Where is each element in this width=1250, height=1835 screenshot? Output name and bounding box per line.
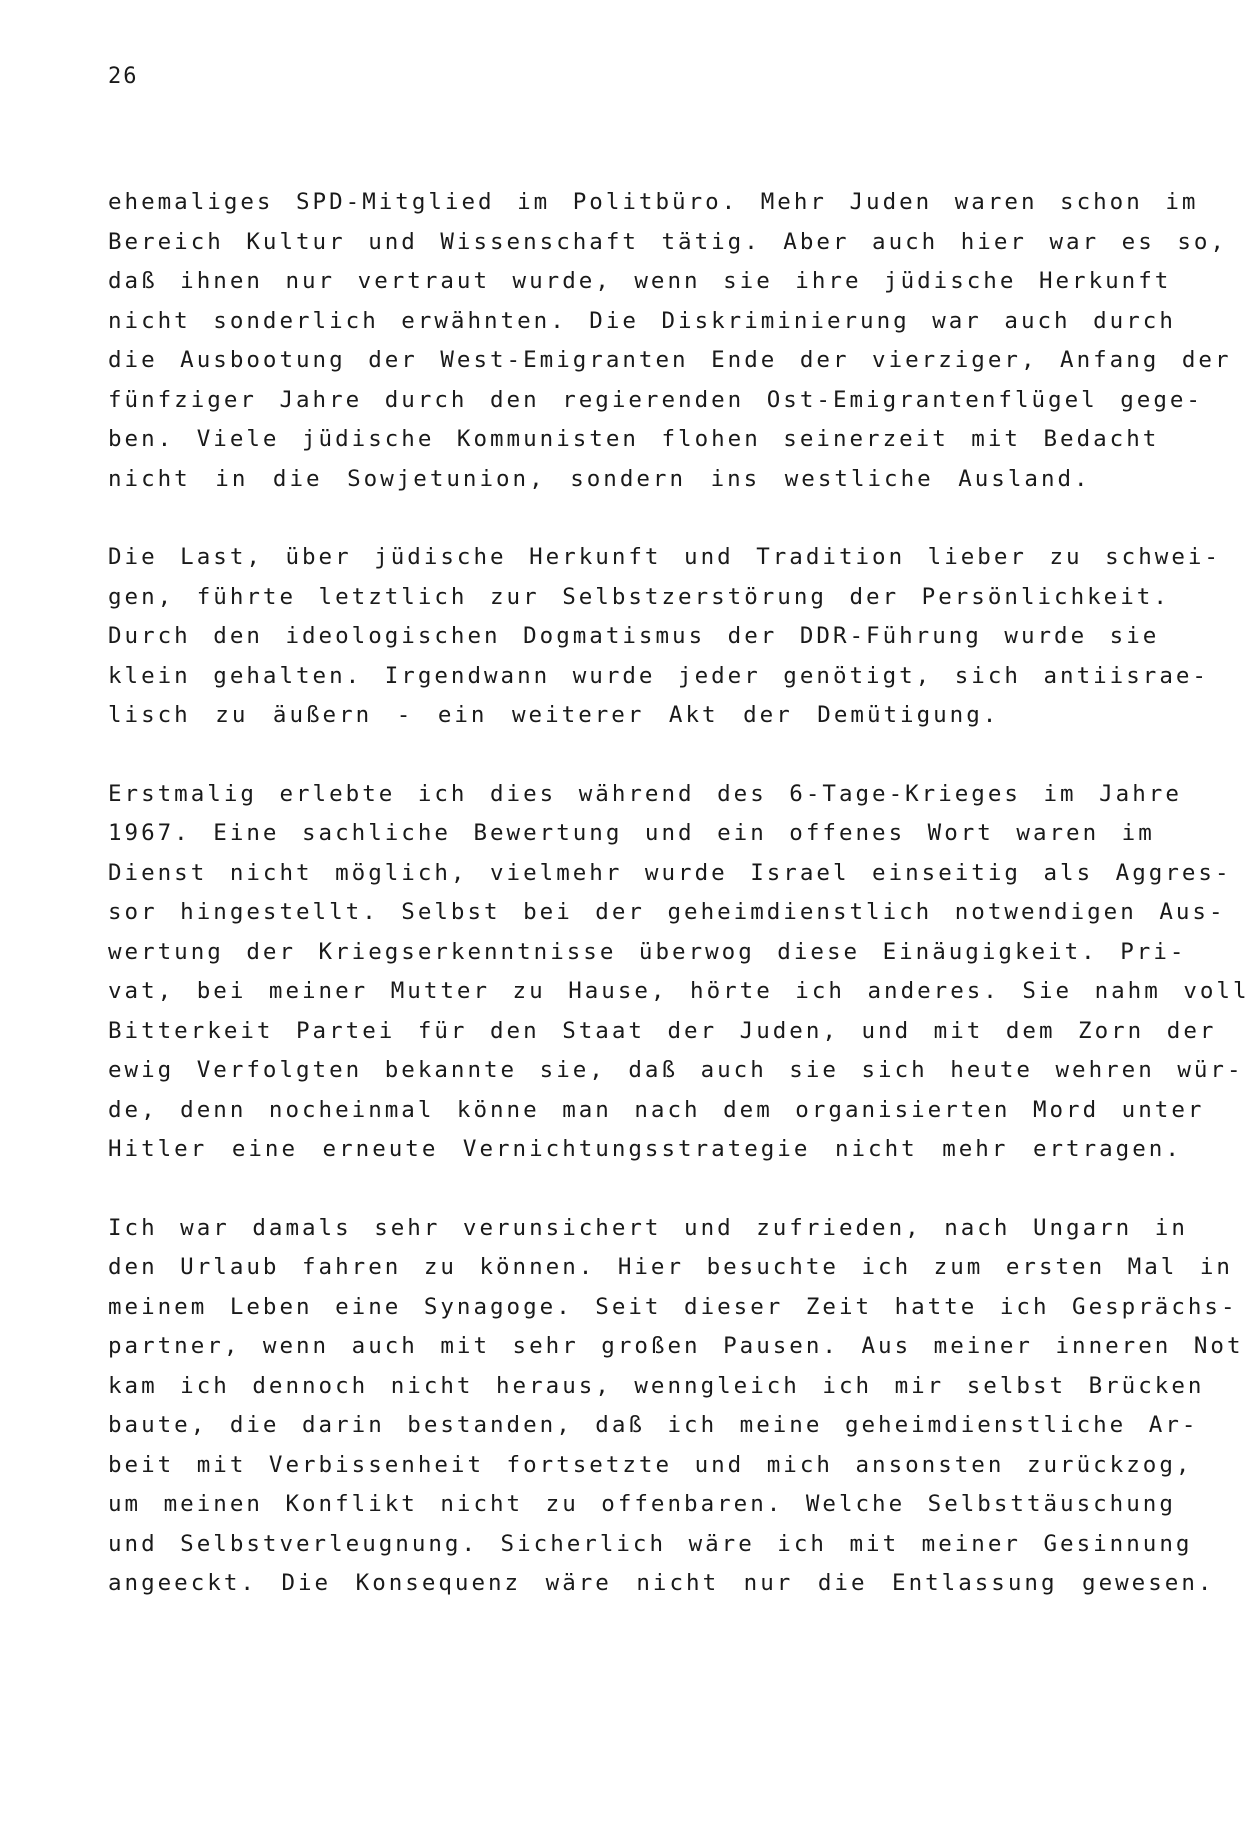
body-text xyxy=(108,183,1250,1643)
text-line: Die Last, über jüdische Herkunft und Tradition lieber zu schwei- xyxy=(108,544,1221,570)
text-line: ehemaliges SPD-Mitglied im Politbüro. Mehr Juden waren schon im xyxy=(108,189,1199,215)
text-line: gen, führte letztlich zur Selbstzerstörung der Persönlichkeit. xyxy=(108,583,1170,610)
text-line: nicht sonderlich erwähnten. Die Diskriminierung war auch durch xyxy=(108,307,1176,334)
text-line: Dienst nicht möglich, vielmehr wurde Israel einseitig als Aggres- xyxy=(108,859,1232,886)
text-line: Durch den ideologischen Dogmatismus der DDR-Führung wurde sie xyxy=(108,623,1160,649)
text-line: Bereich Kultur und Wissenschaft tätig. Aber auch hier war es so, xyxy=(108,228,1227,255)
text-line: nicht in die Sowjetunion, sondern ins westliche Ausland. xyxy=(108,465,1091,492)
page-number: 26 xyxy=(108,64,139,89)
text-line: meinem Leben eine Synagoge. Seit dieser Zeit hatte ich Gesprächs- xyxy=(108,1293,1238,1320)
text-line: lisch zu äußern - ein weiterer Akt der Demütigung. xyxy=(108,702,1000,728)
text-line: sor hingestellt. Selbst bei der geheimdienstlich notwendigen Aus- xyxy=(108,899,1226,925)
text-line: de, denn nocheinmal könne man nach dem organisierten Mord unter xyxy=(108,1096,1205,1123)
paragraph xyxy=(108,1209,1244,1604)
text-line: den Urlaub fahren zu können. Hier besuchte ich zum ersten Mal in xyxy=(108,1254,1233,1280)
text-line: Hitler eine erneute Vernichtungsstrategie nicht mehr ertragen. xyxy=(108,1136,1182,1162)
text-line: partner, wenn auch mit sehr großen Pausen. Aus meiner inneren Not xyxy=(108,1333,1244,1359)
text-line: kam ich dennoch nicht heraus, wenngleich ich mir selbst Brücken xyxy=(108,1372,1205,1399)
text-line: fünfziger Jahre durch den regierenden Ost-Emigrantenflügel gege- xyxy=(108,386,1203,413)
text-line: die Ausbootung der West-Emigranten Ende der vierziger, Anfang der xyxy=(108,347,1232,373)
text-line: Ich war damals sehr verunsichert und zufrieden, nach Ungarn in xyxy=(108,1214,1188,1241)
text-line: um meinen Konflikt nicht zu offenbaren. Welche Selbsttäuschung xyxy=(108,1491,1176,1517)
text-line: 1967. Eine sachliche Bewertung und ein offenes Wort waren im xyxy=(108,820,1155,846)
text-line: wertung der Kriegserkenntnisse überwog diese Einäugigkeit. Pri- xyxy=(108,938,1187,965)
text-line: ewig Verfolgten bekannte sie, daß auch sie sich heute wehren wür- xyxy=(108,1057,1244,1083)
text-line: angeeckt. Die Konsequenz wäre nicht nur die Entlassung gewesen. xyxy=(108,1570,1215,1596)
text-line: vat, bei meiner Mutter zu Hause, hörte ich anderes. Sie nahm voll xyxy=(108,978,1250,1004)
paragraph xyxy=(108,183,1232,499)
paragraph xyxy=(108,775,1250,1170)
text-line: daß ihnen nur vertraut wurde, wenn sie ihre jüdische Herkunft xyxy=(108,268,1172,294)
text-line: beit mit Verbissenheit fortsetzte und mich ansonsten zurückzog, xyxy=(108,1451,1193,1478)
text-line: Erstmalig erlebte ich dies während des 6-Tage-Krieges im Jahre xyxy=(108,780,1182,807)
text-line: und Selbstverleugnung. Sicherlich wäre ich mit meiner Gesinnung xyxy=(108,1530,1193,1557)
text-line: Bitterkeit Partei für den Staat der Juden, und mit dem Zorn der xyxy=(108,1017,1217,1044)
text-line: baute, die darin bestanden, daß ich meine geheimdienstliche Ar- xyxy=(108,1412,1199,1438)
text-line: klein gehalten. Irgendwann wurde jeder genötigt, sich antiisrae- xyxy=(108,662,1209,689)
text-line: ben. Viele jüdische Kommunisten flohen seinerzeit mit Bedacht xyxy=(108,426,1160,452)
paragraph xyxy=(108,538,1221,736)
